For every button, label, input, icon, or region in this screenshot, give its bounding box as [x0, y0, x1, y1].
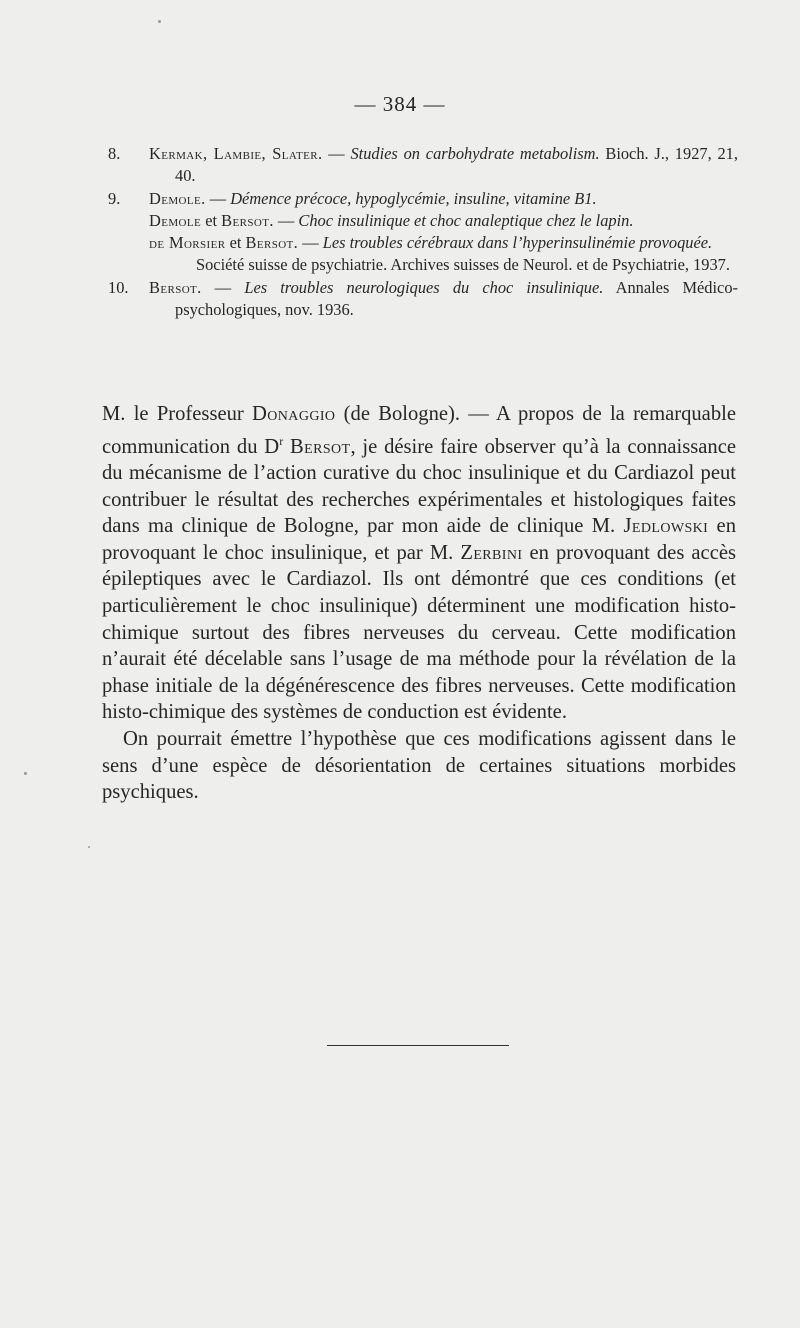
reference-authors: Morsier — [168, 233, 226, 253]
reference-number: 9. — [108, 188, 121, 208]
reference-authors: Demole — [149, 210, 202, 230]
reference-title: Les troubles cérébraux dans l’hyperinsulinémie provoquée. — [322, 233, 713, 253]
reference-title: Studies on carbohydrate metabolism. — [350, 144, 600, 163]
body-text — [102, 401, 736, 806]
paper-speck — [158, 20, 161, 23]
reference-10: 10. Bersot. — Les troubles neurologiques du choc insulinique. Annales Médico-psychologiques, nov. 1936. — [108, 277, 738, 320]
reference-authors: Kermak, Lambie, Slater. — [149, 144, 323, 163]
reference-authors: Demole. — [149, 188, 206, 208]
reference-9-entry-3: de Morsier et Bersot. — Les troubles cérébraux dans l’hyperinsulinémie provoquée. — [149, 233, 713, 253]
end-rule — [327, 1045, 509, 1046]
paper-speck — [24, 772, 27, 775]
reference-8: 8. Kermak, Lambie, Slater. — Studies on carbohydrate metabolism. Bioch. J., 1927, 21, 40. — [108, 144, 738, 186]
paragraph-2: On pourrait émettre l’hypothèse que ces modifications agissent dans le sens d’une espèce de désorientation de certaines situations morbides psychiques. — [102, 727, 736, 804]
page-number: — 384 — — [354, 92, 446, 116]
reference-authors: Bersot. — [221, 210, 274, 230]
reference-number: 10. — [108, 277, 129, 297]
reference-9-note: Société suisse de psychiatrie. Archives suisses de Neurol. et de Psychiatrie, 1937. — [196, 255, 730, 275]
reference-authors: Bersot. — [245, 233, 299, 253]
reference-number: 8. — [108, 144, 121, 163]
reference-source: Annales Médico-psychologiques, nov. 1936. — [175, 277, 738, 320]
reference-source: Bioch. J., 1927, 21, 40. — [175, 144, 738, 186]
reference-9-entry-1: Demole. — Démence précoce, hypoglycémie, insuline, vitamine B1. — [149, 188, 597, 208]
reference-9 — [108, 188, 738, 277]
reference-authors: Bersot. — [149, 277, 202, 297]
person-name: Bersot — [290, 435, 351, 458]
reference-list — [108, 143, 738, 321]
paper-speck — [88, 846, 90, 848]
speaker-name: Donaggio — [252, 403, 336, 425]
reference-title: Démence précoce, hypoglycémie, insuline, vitamine B1. — [230, 188, 597, 208]
reference-9-entry-2: Demole et Bersot. — Choc insulinique et choc analeptique chez le lapin. — [149, 210, 634, 230]
person-name: Jedlowski — [623, 515, 709, 538]
person-name: Zerbini — [460, 541, 523, 564]
paragraph-1: M. le Professeur Donaggio (de Bologne). — A propos de la remarquable communication du $D^r$ Bersot, je désire faire observer qu’à la connaissance du mécanisme de l’action curative du choc insulinique et du Cardiazol peut contribuer le résultat des recherches expérimentales et histologiques faites dans ma clinique de Bologne, par mon aide de clinique M. Jedlowski en provoquant le choc insulinique, et par M. Zerbini en provoquant des accès épileptiques avec le Cardiazol. Ils ont démontré que ces conditions (et particulièrement le choc insulinique) déterminent une modification histo-chimique surtout des fibres nerveuses du cerveau. Cette modification n’aurait été décelable sans l’usage de ma méthode pour la révélation de la phase initiale de la dégénérescence des fibres nerveuses. Cette modification histo-chimique des systèmes de conduction est évidente. — [102, 403, 737, 724]
reference-title: Choc insulinique et choc analeptique chez le lapin. — [298, 210, 634, 230]
reference-title: Les troubles neurologiques du choc insulinique. — [244, 277, 604, 297]
